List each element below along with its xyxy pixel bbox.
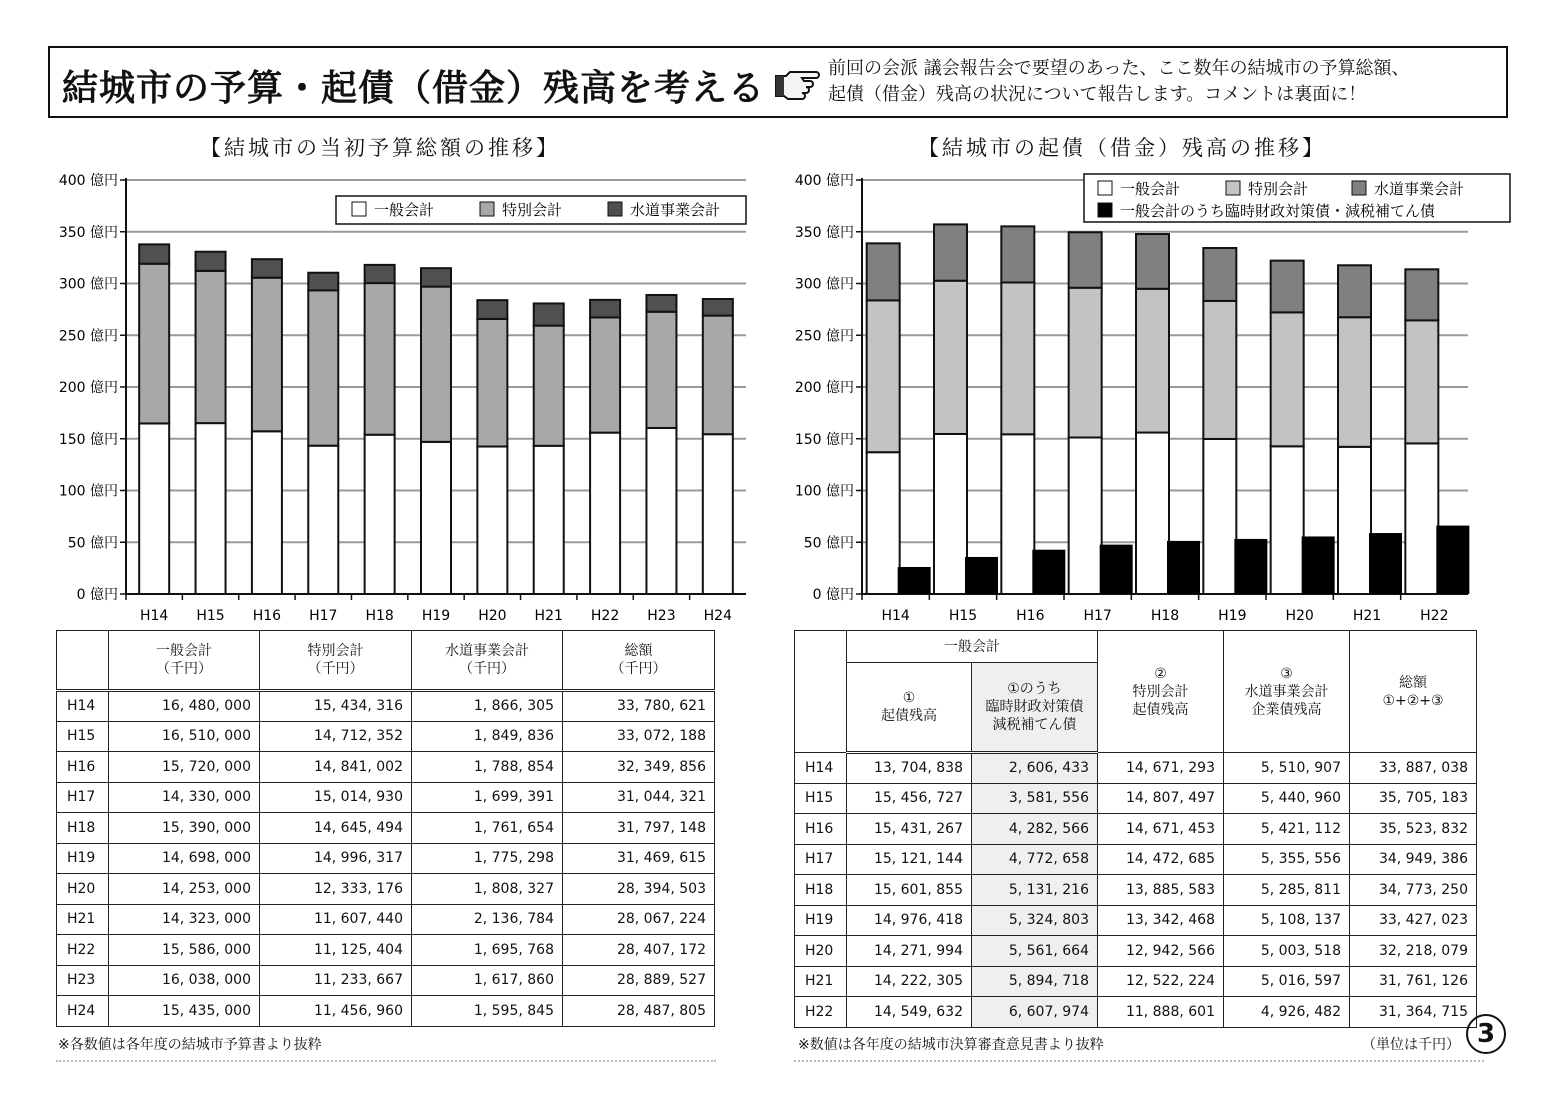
row-value-cell: 15, 121, 144 [847, 844, 972, 875]
row-value-cell: 15, 586, 000 [109, 935, 260, 966]
debt-table [794, 630, 1477, 1028]
row-value-cell: 3, 581, 556 [972, 783, 1098, 814]
bar-segment [646, 428, 676, 594]
left-chart-title: 【結城市の当初予算総額の推移】 [200, 136, 560, 160]
row-year-cell: H15 [57, 721, 109, 752]
debt-source-note: ※数値は各年度の結城市決算審査意見書より抜粋 [798, 1037, 1104, 1053]
row-value-cell: 35, 705, 183 [1350, 783, 1477, 814]
row-value-cell: 14, 671, 293 [1098, 753, 1224, 784]
header-year-cell [795, 631, 847, 753]
legend-swatch [1098, 181, 1112, 195]
y-tick-label: 250 億円 [794, 328, 854, 345]
y-tick-label: 50 億円 [803, 535, 854, 552]
table-row [57, 904, 715, 935]
x-tick-label: H14 [881, 608, 910, 624]
row-value-cell: 1, 849, 836 [412, 721, 563, 752]
row-value-cell: 14, 841, 002 [260, 752, 412, 783]
row-year-cell: H23 [57, 965, 109, 996]
row-value-cell: 1, 808, 327 [412, 874, 563, 905]
row-year-cell: H21 [795, 966, 847, 997]
bar-segment [196, 271, 226, 423]
bar-segment [139, 423, 169, 594]
row-value-cell: 15, 456, 727 [847, 783, 972, 814]
row-value-cell: 15, 720, 000 [109, 752, 260, 783]
header-water-bond: ③ 水道事業会計 企業債残高 [1224, 631, 1350, 753]
y-tick-label: 150 億円 [794, 431, 854, 448]
intro-line-1: 前回の会派 議会報告会で要望のあった、ここ数年の結城市の予算総額、 [828, 58, 1410, 79]
row-value-cell: 2, 606, 433 [972, 753, 1098, 784]
bar-special-bond [1302, 536, 1335, 594]
bar-segment [1271, 261, 1304, 313]
row-value-cell: 11, 607, 440 [260, 904, 412, 935]
bar-segment [477, 447, 507, 594]
bar-segment [365, 283, 395, 435]
table-row [795, 844, 1477, 875]
row-value-cell: 5, 440, 960 [1224, 783, 1350, 814]
row-value-cell: 4, 772, 658 [972, 844, 1098, 875]
row-year-cell: H16 [795, 814, 847, 845]
bar-segment [308, 446, 338, 594]
bar-segment [365, 435, 395, 594]
legend-label: 特別会計 [1248, 180, 1309, 198]
row-value-cell: 15, 435, 000 [109, 996, 260, 1027]
bar-segment [1069, 288, 1102, 438]
row-value-cell: 15, 390, 000 [109, 813, 260, 844]
bar-segment [703, 316, 733, 435]
page-number: 3 [1466, 1014, 1506, 1054]
bar-segment [1271, 312, 1304, 446]
bar-segment [365, 265, 395, 283]
debt-table-group-row [795, 631, 1477, 663]
row-value-cell: 35, 523, 832 [1350, 814, 1477, 845]
bar-segment [646, 312, 676, 428]
row-value-cell: 1, 699, 391 [412, 782, 563, 813]
bar-special-bond [1369, 533, 1402, 594]
row-value-cell: 14, 712, 352 [260, 721, 412, 752]
bar-segment [646, 295, 676, 312]
row-year-cell: H22 [57, 935, 109, 966]
y-tick-label: 350 億円 [794, 224, 854, 241]
table-row [57, 721, 715, 752]
table-row [795, 783, 1477, 814]
legend-swatch [608, 202, 622, 216]
bar-segment [196, 423, 226, 594]
header-special-bond: ② 特別会計 起債残高 [1098, 631, 1224, 753]
x-tick-label: H20 [1285, 608, 1314, 624]
x-tick-label: H17 [1083, 608, 1112, 624]
row-value-cell: 5, 355, 556 [1224, 844, 1350, 875]
row-value-cell: 14, 222, 305 [847, 966, 972, 997]
row-year-cell: H24 [57, 996, 109, 1027]
row-year-cell: H16 [57, 752, 109, 783]
legend-label: 特別会計 [502, 201, 563, 219]
bar-special-bond [898, 567, 931, 594]
y-tick-label: 200 億円 [58, 380, 118, 396]
bar-segment [1069, 438, 1102, 594]
row-value-cell: 1, 595, 845 [412, 996, 563, 1027]
chart-0 [59, 172, 746, 624]
table-row [795, 966, 1477, 997]
x-tick-label: H17 [309, 608, 338, 624]
bar-segment [139, 264, 169, 424]
row-year-cell: H14 [57, 691, 109, 722]
bar-segment [1203, 301, 1236, 439]
row-value-cell: 14, 671, 453 [1098, 814, 1224, 845]
y-tick-label: 0 億円 [812, 587, 854, 603]
row-value-cell: 16, 038, 000 [109, 965, 260, 996]
legend-label: 一般会計のうち臨時財政対策債・減税補てん債 [1120, 202, 1436, 220]
row-value-cell: 5, 016, 597 [1224, 966, 1350, 997]
row-value-cell: 14, 645, 494 [260, 813, 412, 844]
bar-segment [867, 452, 900, 594]
y-tick-label: 100 億円 [794, 483, 854, 500]
bar-segment [421, 268, 451, 286]
bar-segment [867, 243, 900, 300]
row-value-cell: 14, 323, 000 [109, 904, 260, 935]
y-tick-label: 300 億円 [58, 276, 118, 293]
table-row [795, 936, 1477, 967]
table-row [57, 935, 715, 966]
bar-segment [534, 326, 564, 446]
row-year-cell: H15 [795, 783, 847, 814]
bar-segment [477, 319, 507, 447]
bar-special-bond [1100, 545, 1133, 594]
x-tick-label: H22 [1420, 608, 1449, 624]
row-value-cell: 14, 996, 317 [260, 843, 412, 874]
row-value-cell: 1, 617, 860 [412, 965, 563, 996]
bar-segment [703, 299, 733, 316]
row-value-cell: 11, 888, 601 [1098, 997, 1224, 1028]
row-value-cell: 2, 136, 784 [412, 904, 563, 935]
chart-1 [795, 172, 1510, 624]
row-value-cell: 5, 421, 112 [1224, 814, 1350, 845]
bar-segment [1001, 226, 1034, 282]
bar-segment [590, 300, 620, 318]
header-general: 一般会計 （千円） [109, 631, 260, 691]
bar-segment [934, 281, 967, 434]
bar-segment [1338, 265, 1371, 317]
bar-segment [1405, 443, 1438, 594]
row-value-cell: 31, 761, 126 [1350, 966, 1477, 997]
row-value-cell: 34, 949, 386 [1350, 844, 1477, 875]
legend-swatch [1098, 203, 1112, 217]
row-value-cell: 11, 125, 404 [260, 935, 412, 966]
row-value-cell: 14, 549, 632 [847, 997, 972, 1028]
bar-segment [1136, 289, 1169, 433]
y-tick-label: 100 億円 [58, 483, 118, 500]
table-row [57, 691, 715, 722]
row-value-cell: 5, 285, 811 [1224, 875, 1350, 906]
row-value-cell: 16, 510, 000 [109, 721, 260, 752]
bar-segment [421, 287, 451, 442]
legend-swatch [1226, 181, 1240, 195]
table-row [57, 965, 715, 996]
row-value-cell: 33, 887, 038 [1350, 753, 1477, 784]
x-tick-label: H19 [421, 608, 451, 624]
y-tick-label: 150 億円 [58, 431, 118, 448]
y-tick-label: 200 億円 [794, 380, 854, 396]
budget-table-header [57, 631, 715, 691]
row-value-cell: 31, 469, 615 [563, 843, 715, 874]
budget-source-note: ※各数値は各年度の結城市予算書より抜粋 [58, 1037, 322, 1053]
x-tick-label: H23 [647, 608, 676, 624]
table-row [795, 905, 1477, 936]
row-value-cell: 28, 407, 172 [563, 935, 715, 966]
row-value-cell: 13, 704, 838 [847, 753, 972, 784]
row-value-cell: 4, 926, 482 [1224, 997, 1350, 1028]
table-row [57, 874, 715, 905]
bottom-divider [56, 1060, 716, 1062]
bar-segment [867, 300, 900, 452]
table-row [57, 996, 715, 1027]
row-value-cell: 14, 330, 000 [109, 782, 260, 813]
row-year-cell: H21 [57, 904, 109, 935]
table-row [57, 782, 715, 813]
bar-segment [1001, 282, 1034, 434]
row-value-cell: 14, 253, 000 [109, 874, 260, 905]
y-tick-label: 400 億円 [794, 173, 854, 189]
row-value-cell: 5, 894, 718 [972, 966, 1098, 997]
y-tick-label: 300 億円 [794, 276, 854, 293]
bar-segment [196, 252, 226, 271]
bar-segment [934, 224, 967, 280]
bar-segment [534, 446, 564, 594]
bar-segment [252, 431, 282, 594]
bar-segment [421, 442, 451, 594]
row-value-cell: 11, 233, 667 [260, 965, 412, 996]
row-value-cell: 14, 698, 000 [109, 843, 260, 874]
row-value-cell: 28, 889, 527 [563, 965, 715, 996]
table-row [795, 875, 1477, 906]
bar-segment [308, 273, 338, 291]
row-year-cell: H20 [795, 936, 847, 967]
unit-note: （単位は千円） [1362, 1037, 1460, 1053]
bar-segment [1271, 446, 1304, 594]
row-value-cell: 1, 866, 305 [412, 691, 563, 722]
bar-segment [934, 434, 967, 594]
x-tick-label: H15 [948, 608, 978, 624]
bar-special-bond [1032, 550, 1065, 594]
row-value-cell: 33, 780, 621 [563, 691, 715, 722]
row-value-cell: 13, 885, 583 [1098, 875, 1224, 906]
table-row [795, 814, 1477, 845]
header-water: 水道事業会計 （千円） [412, 631, 563, 691]
budget-table [56, 630, 715, 1027]
row-year-cell: H17 [57, 782, 109, 813]
x-tick-label: H18 [365, 608, 394, 624]
bar-segment [534, 303, 564, 325]
row-value-cell: 31, 044, 321 [563, 782, 715, 813]
legend-label: 水道事業会計 [630, 201, 721, 219]
header-general-bond: ① 起債残高 [847, 663, 972, 753]
row-value-cell: 31, 364, 715 [1350, 997, 1477, 1028]
x-tick-label: H21 [534, 608, 563, 624]
row-value-cell: 6, 607, 974 [972, 997, 1098, 1028]
row-value-cell: 16, 480, 000 [109, 691, 260, 722]
row-value-cell: 11, 456, 960 [260, 996, 412, 1027]
row-value-cell: 1, 775, 298 [412, 843, 563, 874]
header-temporary-bond: ①のうち 臨時財政対策債 減税補てん債 [972, 663, 1098, 753]
table-row [795, 997, 1477, 1028]
bar-segment [1069, 232, 1102, 287]
bar-segment [1136, 433, 1169, 594]
row-value-cell: 15, 434, 316 [260, 691, 412, 722]
bottom-divider [794, 1060, 1484, 1062]
row-value-cell: 14, 807, 497 [1098, 783, 1224, 814]
bar-segment [308, 290, 338, 445]
bar-segment [1338, 317, 1371, 447]
header-total: 総額 （千円） [563, 631, 715, 691]
legend-label: 一般会計 [1120, 180, 1181, 198]
right-chart-title: 【結城市の起債（借金）残高の推移】 [918, 136, 1326, 160]
row-year-cell: H19 [795, 905, 847, 936]
row-value-cell: 28, 487, 805 [563, 996, 715, 1027]
page-title: 結城市の予算・起債（借金）残高を考える [62, 68, 766, 109]
bar-segment [1001, 434, 1034, 594]
legend-label: 一般会計 [374, 201, 435, 219]
x-tick-label: H18 [1150, 608, 1180, 624]
row-value-cell: 31, 797, 148 [563, 813, 715, 844]
row-value-cell: 1, 761, 654 [412, 813, 563, 844]
row-value-cell: 1, 695, 768 [412, 935, 563, 966]
bar-segment [703, 434, 733, 594]
row-year-cell: H18 [795, 875, 847, 906]
bar-segment [139, 244, 169, 263]
row-value-cell: 12, 333, 176 [260, 874, 412, 905]
row-year-cell: H19 [57, 843, 109, 874]
row-value-cell: 5, 003, 518 [1224, 936, 1350, 967]
row-value-cell: 32, 218, 079 [1350, 936, 1477, 967]
table-row [795, 753, 1477, 784]
row-year-cell: H22 [795, 997, 847, 1028]
x-tick-label: H14 [140, 608, 169, 624]
row-value-cell: 14, 976, 418 [847, 905, 972, 936]
bar-special-bond [1436, 526, 1469, 594]
legend-swatch [352, 202, 366, 216]
bar-segment [1203, 248, 1236, 301]
x-tick-label: H19 [1218, 608, 1247, 624]
y-tick-label: 0 億円 [76, 587, 118, 603]
row-value-cell: 1, 788, 854 [412, 752, 563, 783]
y-tick-label: 350 億円 [58, 224, 118, 241]
bar-special-bond [965, 557, 998, 594]
row-value-cell: 28, 067, 224 [563, 904, 715, 935]
x-tick-label: H16 [1016, 608, 1045, 624]
bar-segment [1136, 234, 1169, 289]
legend-label: 水道事業会計 [1374, 180, 1465, 198]
bar-segment [252, 278, 282, 432]
row-value-cell: 33, 427, 023 [1350, 905, 1477, 936]
x-tick-label: H21 [1352, 608, 1382, 624]
row-value-cell: 15, 431, 267 [847, 814, 972, 845]
bar-segment [1405, 320, 1438, 443]
row-value-cell: 4, 282, 566 [972, 814, 1098, 845]
row-value-cell: 12, 942, 566 [1098, 936, 1224, 967]
bar-segment [590, 317, 620, 432]
bar-segment [477, 300, 507, 319]
y-tick-label: 250 億円 [58, 328, 118, 345]
legend-swatch [1352, 181, 1366, 195]
bar-special-bond [1167, 541, 1200, 594]
bar-segment [1405, 269, 1438, 320]
row-value-cell: 5, 561, 664 [972, 936, 1098, 967]
row-value-cell: 5, 131, 216 [972, 875, 1098, 906]
bar-segment [590, 433, 620, 594]
row-year-cell: H18 [57, 813, 109, 844]
row-value-cell: 12, 522, 224 [1098, 966, 1224, 997]
x-tick-label: H24 [703, 608, 732, 624]
row-value-cell: 5, 108, 137 [1224, 905, 1350, 936]
row-value-cell: 14, 271, 994 [847, 936, 972, 967]
row-value-cell: 15, 014, 930 [260, 782, 412, 813]
legend-swatch [480, 202, 494, 216]
y-tick-label: 400 億円 [58, 173, 118, 189]
bar-segment [1338, 447, 1371, 594]
header-year-cell [57, 631, 109, 691]
table-row [57, 752, 715, 783]
header-special: 特別会計 （千円） [260, 631, 412, 691]
bar-segment [1203, 439, 1236, 594]
row-value-cell: 33, 072, 188 [563, 721, 715, 752]
table-row [57, 843, 715, 874]
row-year-cell: H20 [57, 874, 109, 905]
row-value-cell: 34, 773, 250 [1350, 875, 1477, 906]
row-year-cell: H14 [795, 753, 847, 784]
x-tick-label: H15 [196, 608, 225, 624]
intro-line-2: 起債（借金）残高の状況について報告します。コメントは裏面に！ [828, 84, 1367, 105]
bar-segment [252, 259, 282, 278]
y-tick-label: 50 億円 [67, 535, 118, 552]
row-value-cell: 5, 324, 803 [972, 905, 1098, 936]
x-tick-label: H16 [252, 608, 282, 624]
row-year-cell: H17 [795, 844, 847, 875]
bar-special-bond [1234, 539, 1267, 594]
row-value-cell: 28, 394, 503 [563, 874, 715, 905]
row-value-cell: 15, 601, 855 [847, 875, 972, 906]
header-total-bond: 総額 ①+②+③ [1350, 631, 1477, 753]
table-row [57, 813, 715, 844]
row-value-cell: 14, 472, 685 [1098, 844, 1224, 875]
x-tick-label: H22 [590, 608, 620, 624]
x-tick-label: H20 [478, 608, 507, 624]
row-value-cell: 13, 342, 468 [1098, 905, 1224, 936]
row-value-cell: 32, 349, 856 [563, 752, 715, 783]
header-general-group: 一般会計 [847, 631, 1098, 663]
row-value-cell: 5, 510, 907 [1224, 753, 1350, 784]
